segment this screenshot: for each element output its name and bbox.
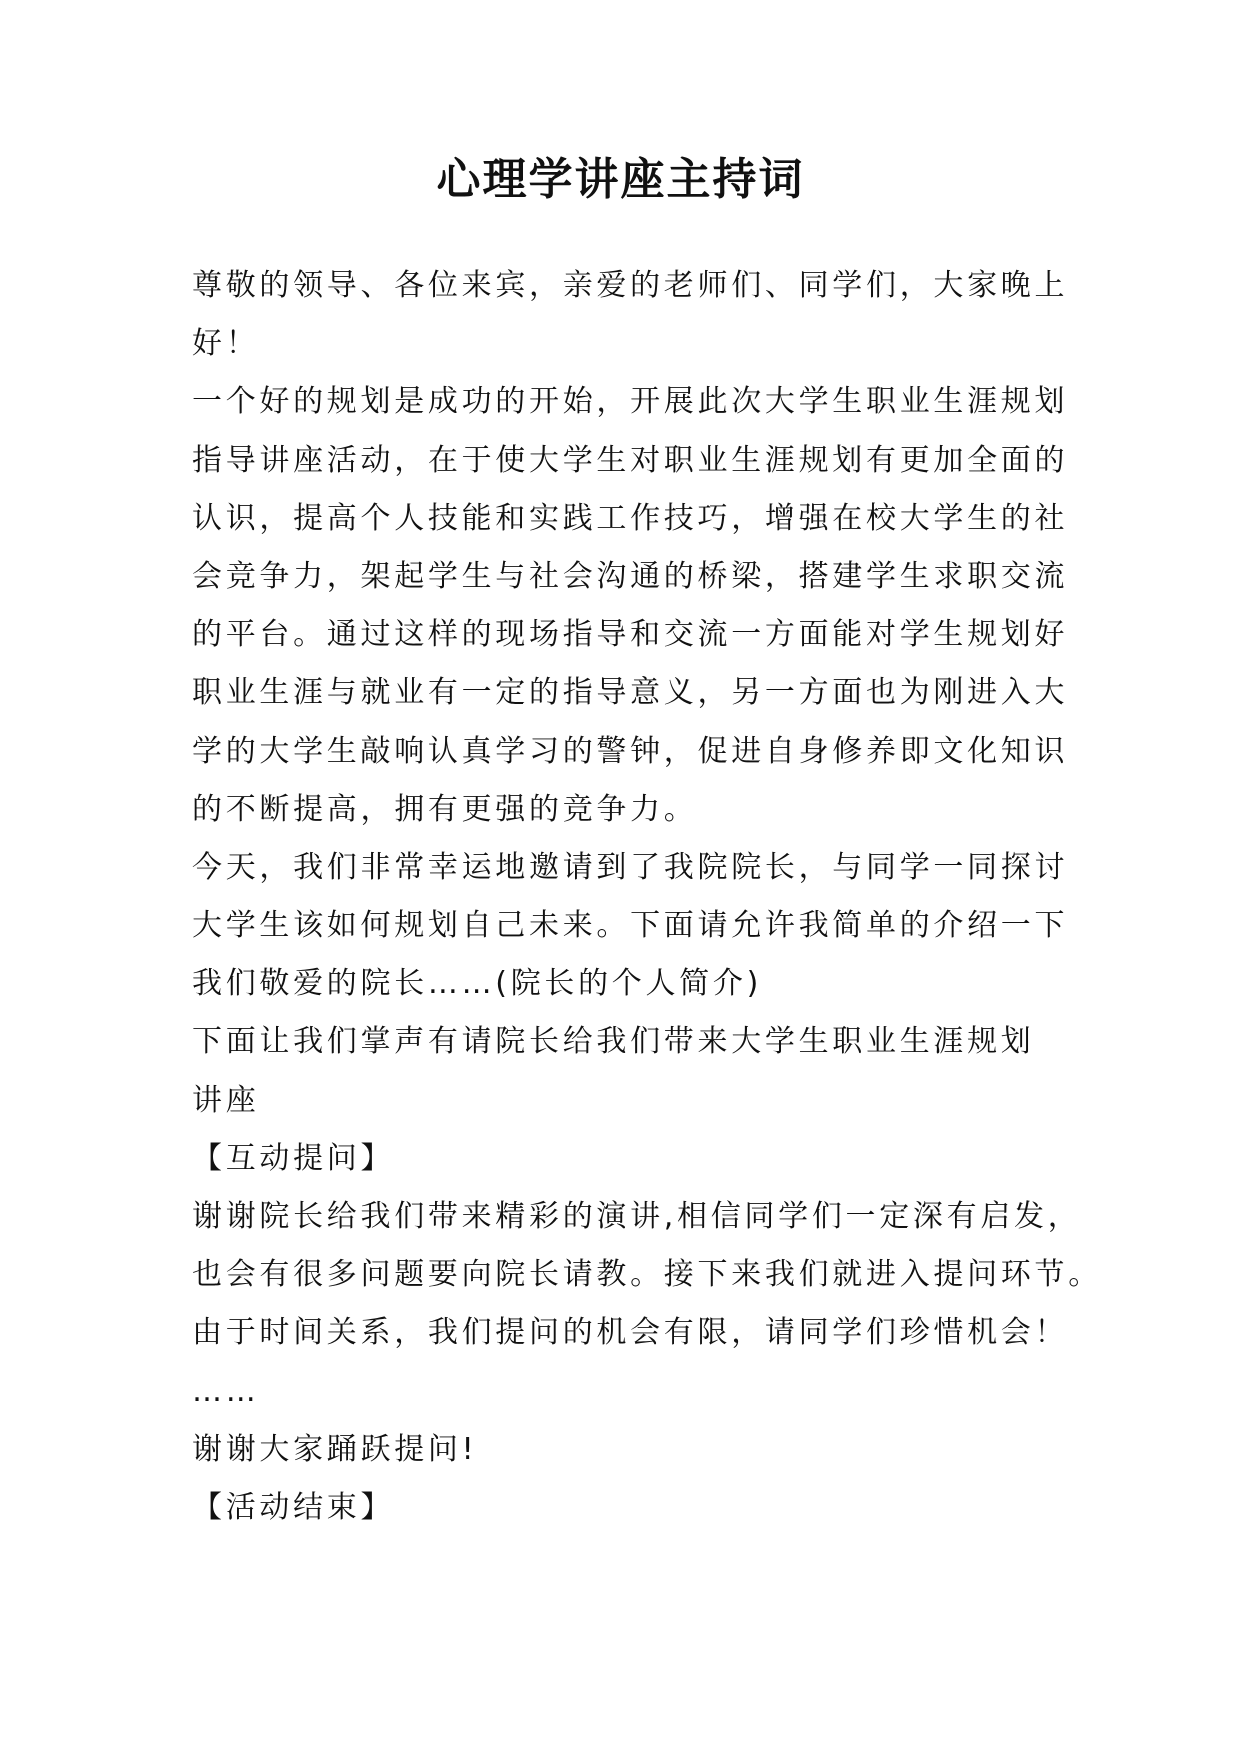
body-line: 由于时间关系，我们提问的机会有限，请同学们珍惜机会！ [192,1315,1069,1351]
body-line: 会竞争力，架起学生与社会沟通的桥梁，搭建学生求职交流 [192,558,1069,594]
section-heading-interactive-qa: 【互动提问】 [192,1140,395,1176]
body-line: 大学生该如何规划自己未来。下面请允许我简单的介绍一下 [192,908,1069,944]
body-line: 谢谢大家踊跃提问! [192,1431,478,1467]
document-body [192,257,1102,1537]
body-line: 尊敬的领导、各位来宾，亲爱的老师们、同学们，大家晚上 [192,268,1069,303]
body-line: 讲座 [192,1082,260,1118]
body-line: 谢谢院长给我们带来精彩的演讲,相信同学们一定深有启发， [192,1199,1082,1234]
body-line: 认识，提高个人技能和实践工作技巧，增强在校大学生的社 [192,500,1069,536]
body-line: 学的大学生敲响认真学习的警钟，促进自身修养即文化知识 [192,733,1069,769]
body-line: 指导讲座活动，在于使大学生对职业生涯规划有更加全面的 [192,442,1069,478]
body-line: 也会有很多问题要向院长请教。接下来我们就进入提问环节。 [192,1257,1102,1293]
body-line: 下面让我们掌声有请院长给我们带来大学生职业生涯规划 [192,1024,1035,1060]
body-line: 的平台。通过这样的现场指导和交流一方面能对学生规划好 [192,617,1069,653]
body-line: 一个好的规划是成功的开始，开展此次大学生职业生涯规划 [192,384,1069,420]
body-line: 职业生涯与就业有一定的指导意义，另一方面也为刚进入大 [192,675,1069,711]
body-line: 的不断提高，拥有更强的竞争力。 [192,791,698,827]
body-line: 我们敬爱的院长……(院长的个人简介) [192,966,763,1002]
document-title: 心理学讲座主持词 [436,154,805,205]
body-line: 今天，我们非常幸运地邀请到了我院院长，与同学一同探讨 [192,849,1069,885]
section-heading-event-end: 【活动结束】 [192,1489,395,1525]
ellipsis-line: …… [192,1373,260,1409]
body-line: 好！ [192,326,260,362]
